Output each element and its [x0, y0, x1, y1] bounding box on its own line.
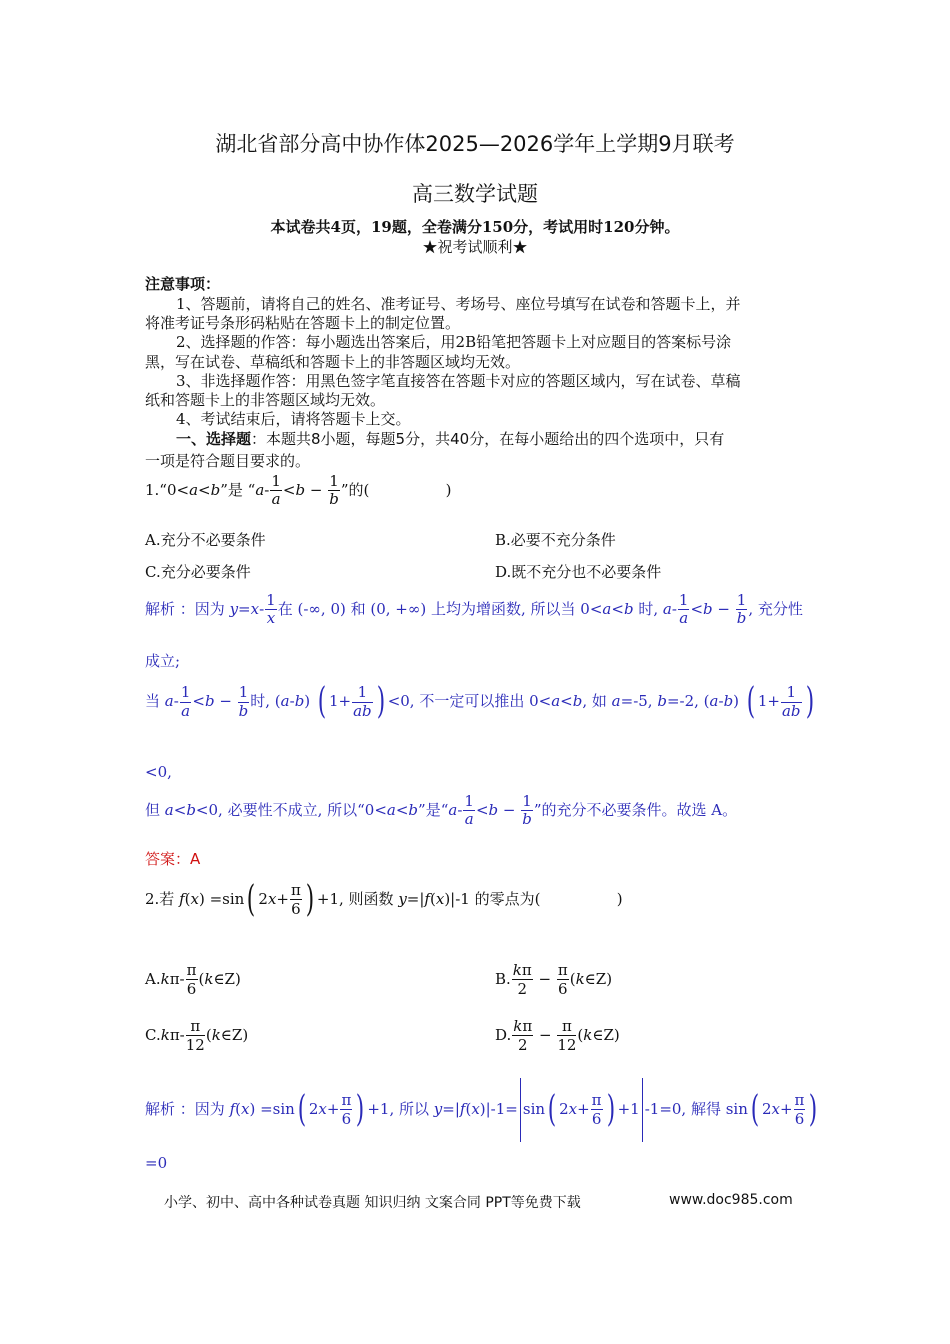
- q1-stem: 1.“0<a<b”是 “a- $\frac{1}{a}$ <b − $\frac{1}{b}$ ”的( ): [145, 472, 452, 509]
- footer-text: 小学、初中、高中各种试卷真题 知识归纳 文案合同 PPT等免费下载: [164, 1195, 581, 1211]
- q1-answer: 答案：A: [145, 850, 201, 868]
- exam-info: 本试卷共4页，19题，全卷满分150分，考试用时120分钟。: [270, 218, 680, 236]
- q2-analysis-label: 解析: [145, 1100, 176, 1118]
- q1-analysis-line-2: 成立;: [145, 652, 181, 670]
- q1-option-c: C.充分必要条件: [145, 563, 251, 581]
- notice-item-2-line-1: 2、选择题的作答：每小题选出答案后，用2B铅笔把答题卡上对应题目的答案标号涂: [176, 333, 732, 351]
- q1-analysis-line-4: <0,: [145, 763, 172, 781]
- notice-item-2-line-2: 黑，写在试卷、草稿纸和答题卡上的非答题区域均无效。: [145, 353, 521, 371]
- notice-heading: 注意事项：: [145, 275, 221, 293]
- section-1-label: 一、选择题: [176, 430, 252, 448]
- exam-subtitle: 高三数学试题: [412, 182, 538, 206]
- section-1-line-1: [176, 428, 724, 449]
- notice-item-1-line-1: 1、答题前，请将自己的姓名、准考证号、考场号、座位号填写在试卷和答题卡上，并: [176, 295, 741, 313]
- section-1-line-2: 一项是符合题目要求的。: [145, 452, 311, 470]
- q2-option-a: A.kπ- π 6(k∈Z): [145, 961, 241, 999]
- section-1-desc: ：本题共8小题，每题5分，共40分，在每小题给出的四个选项中，只有: [251, 430, 725, 448]
- q1-option-b: B.必要不充分条件: [495, 531, 616, 549]
- q2-stem: 2.若 f(x) =sin( 2x+ π 6 ) +1, 则函数 y=|f(x)|-1 的零点为( ): [145, 879, 623, 921]
- exam-title: 湖北省部分高中协作体2025—2026学年上学期9月联考: [215, 132, 735, 156]
- q2-analysis-line-1: 解析 ：因为 f(x) =sin( 2x+ π 6 ) +1, 所以 y=|f(x)|-1= sin( 2x+ π 6 ) +1 -1=0, 解得 sin( 2x+ π 6 ): [145, 1078, 820, 1142]
- q2-option-b: B. kπ 2 − π 6(k∈Z): [495, 961, 613, 999]
- q1-option-d: D.既不充分也不必要条件: [495, 563, 662, 581]
- q1-analysis-line-1: 解析 ：因为 y=x- $\frac{1}{x}$ 在 (-∞, 0) 和 (0, +∞) 上均为增函数, 所以当 0<a<b 时, a- $\frac{1}{a}$ <b − $\frac{1}{b}$ , 充分性: [145, 591, 803, 628]
- q2-analysis-line-2: =0: [145, 1154, 168, 1172]
- q1-analysis-line-3: 当 a- $\frac{1}{a}$ <b − $\frac{1}{b}$ 时, (a-b) ( 1+ $\frac{1}{ab}$ ) <0, 不一定可以推出 0<a<b, 如 a=-5, b=-2, (a-b) ( 1+ $\frac{1}{ab}$ ): [145, 681, 814, 722]
- notice-item-3-line-2: 纸和答题卡上的非答题区域均无效。: [145, 391, 386, 409]
- notice-item-4: 4、考试结束后，请将答题卡上交。: [176, 410, 411, 428]
- q2-option-d: D. kπ 2 − π 12(k∈Z): [495, 1017, 620, 1055]
- q1-analysis-label: 解析: [145, 599, 176, 618]
- notice-item-1-line-2: 将准考证号条形码粘贴在答题卡上的制定位置。: [145, 314, 461, 332]
- q1-analysis-line-5: 但 a<b<0, 必要性不成立, 所以“0<a<b”是“a- $\frac{1}{a}$ <b − $\frac{1}{b}$ ”的充分不必要条件。故选 A。: [145, 792, 738, 829]
- notice-item-3-line-1: 3、非选择题作答：用黑色签字笔直接答在答题卡对应的答题区域内，写在试卷、草稿: [176, 372, 741, 390]
- q1-option-a: A.充分不必要条件: [145, 531, 266, 549]
- footer-link[interactable]: www.doc985.com: [669, 1192, 793, 1208]
- exam-wish: ★祝考试顺利★: [422, 238, 528, 256]
- q2-option-c: C.kπ- π 12(k∈Z): [145, 1017, 249, 1055]
